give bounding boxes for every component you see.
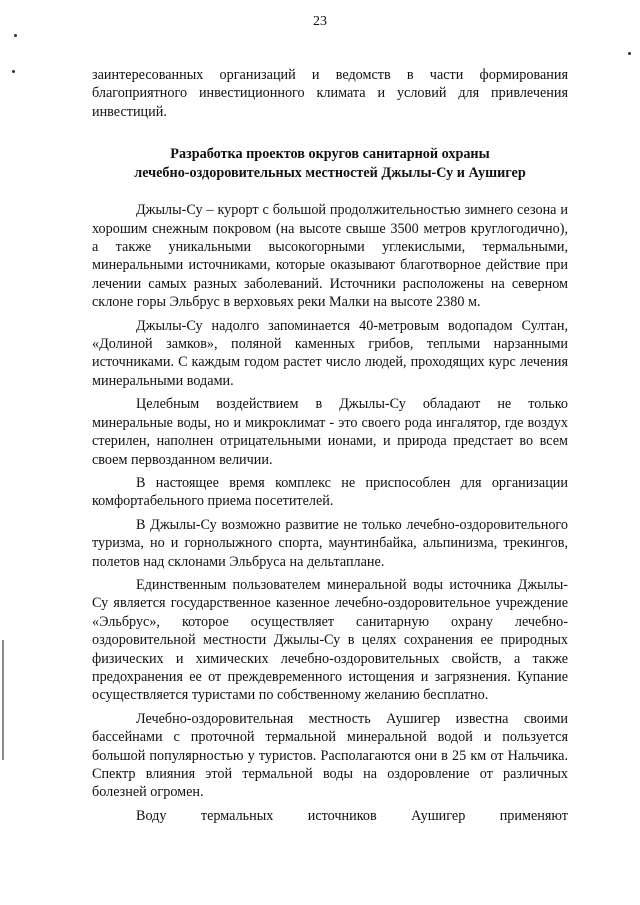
- binding-mark: [2, 640, 4, 760]
- page-number: 23: [313, 14, 327, 29]
- paragraph-tourism-development: В Джылы-Су возможно развитие не только лечебно-оздоровительного туризма, но и горнолыжного спорта, маунтинбайка, альпинизма, трекингов, полетов над склонами Эльбруса на дельтаплане.: [92, 516, 568, 570]
- paragraph-complex-status: В настоящее время комплекс не приспособлен для организации комфортабельного приема посетителей.: [92, 474, 568, 510]
- paragraph-dzhyly-su-resort: Джылы-Су – курорт с большой продолжительностью зимнего сезона и хорошим снежным покровом (на высоте свыше 3500 метров круглогодично), а также уникальными высокогорными углекислыми, термальными, минеральными источниками, которые оказывают благотворное действие при лечении самых разных заболеваний. Источники расположены на северном склоне горы Эльбрус в верховьях реки Малки на высоте 2380 м.: [92, 202, 568, 311]
- paragraph-dzhyly-su-sights: Джылы-Су надолго запоминается 40-метровым водопадом Султан, «Долиной замков», поляной каменных грибов, теплыми нарзанными источниками. С каждым годом растет число людей, проходящих курс лечения минеральными водами.: [92, 317, 568, 389]
- paragraph-aushiger-usage: Воду термальных источников Аушигер применяют: [136, 807, 568, 824]
- section-title-line-1: Разработка проектов округов санитарной охраны: [170, 146, 490, 163]
- section-title: [92, 145, 568, 183]
- paragraph-dzhyly-su-climate: Целебным воздействием в Джылы-Су обладают не только минеральные воды, но и микроклимат - это своего рода ингалятор, где воздух стерилен, наполнен отрицательными ионами, и природа предстает во всем своем первозданном величии.: [92, 396, 568, 468]
- document-body: [92, 66, 568, 825]
- scan-dot-2: [12, 70, 15, 73]
- scan-dot-1: [14, 34, 17, 37]
- paragraph-intro-continuation: заинтересованных организаций и ведомств в части формирования благоприятного инвестиционного климата и условий для привлечения инвестиций.: [92, 67, 568, 120]
- paragraph-water-user: Единственным пользователем минеральной воды источника Джылы-Су является государственное казенное лечебно-оздоровительное учреждение «Эльбрус», которое осуществляет санитарную охрану лечебно-оздоровительной местности Джылы-Су в целях сохранения ее природных физических и химических лечебно-оздоровительных свойств, а также предохранения ее от преждевременного истощения и загрязнения. Купание осуществляется туристами по собственному желанию бесплатно.: [92, 576, 568, 704]
- section-title-line-2: лечебно-оздоровительных местностей Джылы-Су и Аушигер: [134, 165, 526, 182]
- paragraph-aushiger: Лечебно-оздоровительная местность Аушигер известна своими бассейнами с проточной термальной минеральной водой и пользуется большой популярностью у туристов. Располагаются они в 25 км от Нальчика. Спектр влияния этой термальной воды на оздоровление от различных болезней огромен.: [92, 710, 568, 801]
- scan-dot-3: [628, 52, 631, 55]
